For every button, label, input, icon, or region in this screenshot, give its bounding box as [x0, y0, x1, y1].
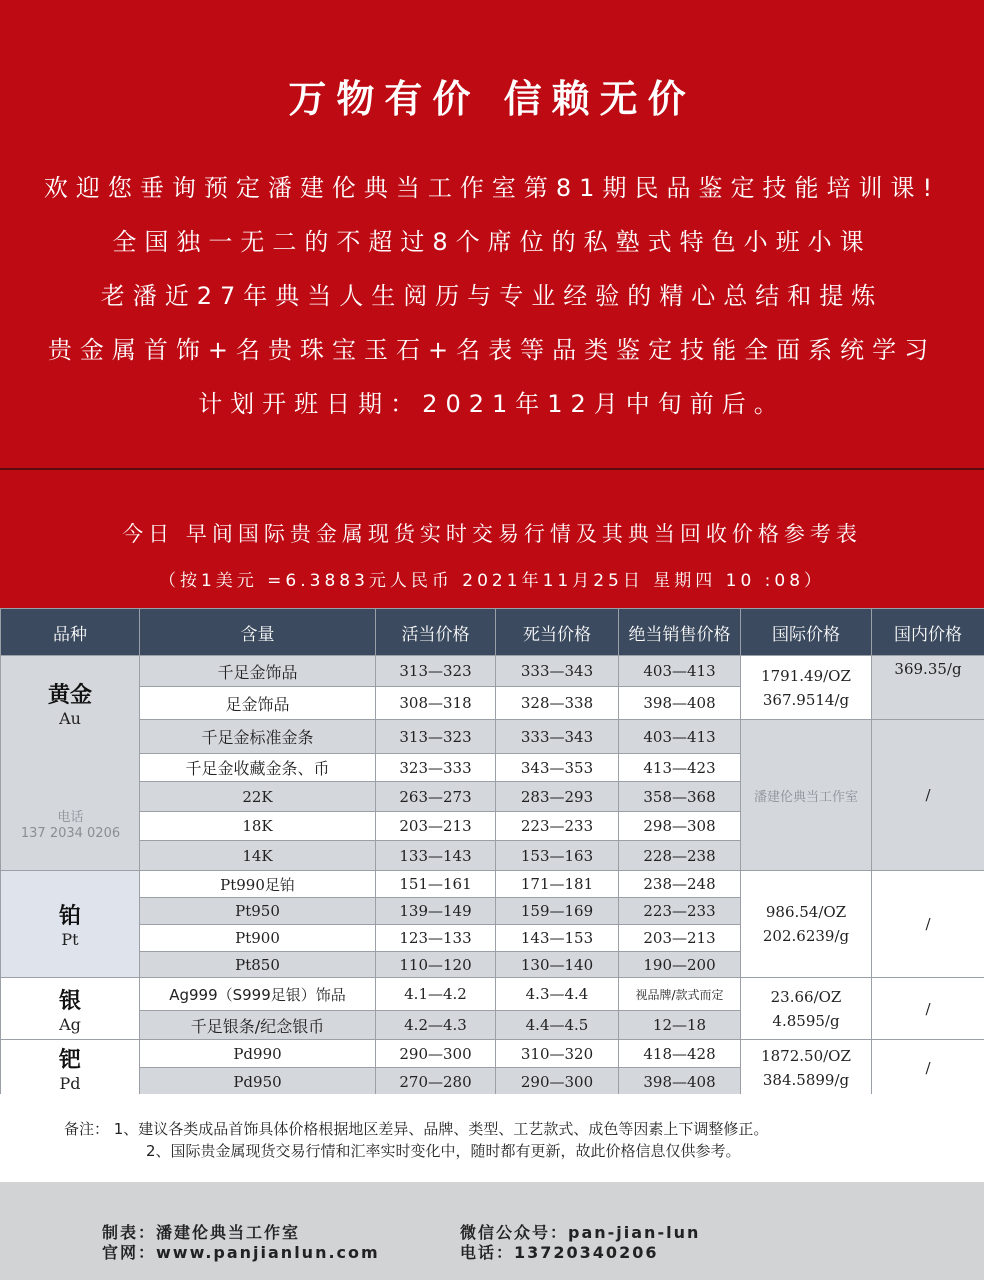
- table-row: [1, 871, 984, 898]
- gold-name: 黄金: [47, 683, 92, 708]
- content-cell: Pt900: [140, 925, 376, 952]
- phone-number: 137 2034 0206: [20, 826, 121, 841]
- intro-line-3: 老潘近27年典当人生阅历与专业经验的精心总结和提炼: [100, 282, 884, 310]
- intro-line-5: 计划开班日期：2021年12月中旬前后。: [198, 390, 786, 418]
- dead-price-cell: 333—343: [496, 720, 619, 754]
- palladium-intl-gram: 384.5899/g: [762, 1070, 850, 1089]
- silver-intl-oz: 23.66/OZ: [770, 987, 842, 1006]
- table-subtitle: （按1美元 =6.3883元人民币 2021年11月25日 星期四 10 :08）: [158, 571, 826, 591]
- palladium-intl-oz: 1872.50/OZ: [761, 1046, 851, 1065]
- content-cell: 14K: [140, 841, 376, 871]
- sale-price-cell: 398—408: [619, 687, 741, 720]
- header-sale-price: 绝当销售价格: [619, 609, 741, 656]
- intro-line-4: 贵金属首饰+名贵珠宝玉石+名表等品类鉴定技能全面系统学习: [47, 336, 937, 364]
- dead-price-cell: 4.4—4.5: [496, 1011, 619, 1040]
- watermark: 潘建伦典当工作室: [741, 720, 872, 871]
- sale-price-cell: 403—413: [619, 720, 741, 754]
- dead-price-cell: 153—163: [496, 841, 619, 871]
- platinum-intl-gram: 202.6239/g: [762, 927, 850, 945]
- footer-tel: 电话：13720340206: [460, 1243, 659, 1262]
- dead-price-cell: 343—353: [496, 754, 619, 782]
- table-row: [1, 720, 984, 754]
- sale-price-cell: 413—423: [619, 754, 741, 782]
- silver-domestic-price: /: [872, 978, 984, 1040]
- palladium-name: 钯: [58, 1047, 81, 1073]
- note-1: 备注： 1、建议各类成品首饰具体价格根据地区差异、品牌、类型、工艺款式、成色等因素上下调整修正。: [64, 1120, 769, 1138]
- live-price-cell: 110—120: [376, 952, 496, 978]
- content-cell: 足金饰品: [140, 687, 376, 720]
- top-banner: [0, 0, 984, 468]
- content-cell: Pd950: [140, 1068, 376, 1096]
- note-2: 2、国际贵金属现货交易行情和汇率实时变化中，随时都有更新，故此价格信息仅供参考。: [146, 1142, 741, 1160]
- platinum-category: [1, 871, 140, 978]
- sale-price-cell: 398—408: [619, 1068, 741, 1096]
- content-cell: 千足金饰品: [140, 656, 376, 687]
- platinum-domestic-price: /: [872, 871, 984, 978]
- notes: [0, 1094, 984, 1182]
- header-live-pawn: 活当价格: [376, 609, 496, 656]
- footer: [0, 1182, 984, 1280]
- silver-name: 银: [58, 988, 81, 1014]
- header-content: 含量: [140, 609, 376, 656]
- gold-category: [1, 656, 140, 871]
- dead-price-cell: 333—343: [496, 656, 619, 687]
- price-table: [0, 608, 984, 1096]
- platinum-name: 铂: [58, 904, 81, 929]
- live-price-cell: 313—323: [376, 720, 496, 754]
- content-cell: Pd990: [140, 1040, 376, 1068]
- header-intl-price: 国际价格: [741, 609, 872, 656]
- sale-price-cell: 视品牌/款式而定: [619, 978, 741, 1011]
- table-header-row: [1, 609, 984, 656]
- live-price-cell: 203—213: [376, 812, 496, 841]
- live-price-cell: 323—333: [376, 754, 496, 782]
- dead-price-cell: 328—338: [496, 687, 619, 720]
- dead-price-cell: 223—233: [496, 812, 619, 841]
- table-row: [1, 1040, 984, 1068]
- sale-price-cell: 403—413: [619, 656, 741, 687]
- intro-line-2: 全国独一无二的不超过8个席位的私塾式特色小班小课: [112, 228, 872, 256]
- platinum-intl-oz: 986.54/OZ: [765, 903, 847, 921]
- live-price-cell: 133—143: [376, 841, 496, 871]
- live-price-cell: 4.2—4.3: [376, 1011, 496, 1040]
- live-price-cell: 270—280: [376, 1068, 496, 1096]
- content-cell: 千足金收藏金条、币: [140, 754, 376, 782]
- dead-price-cell: 283—293: [496, 782, 619, 812]
- phone-label: 电话: [57, 810, 84, 825]
- gold-domestic-slash: /: [872, 720, 984, 871]
- content-cell: 22K: [140, 782, 376, 812]
- content-cell: 千足银条/纪念银币: [140, 1011, 376, 1040]
- live-price-cell: 263—273: [376, 782, 496, 812]
- footer-wechat: 微信公众号：pan-jian-lun: [460, 1223, 701, 1242]
- content-cell: 18K: [140, 812, 376, 841]
- live-price-cell: 123—133: [376, 925, 496, 952]
- silver-intl-price: [741, 978, 872, 1040]
- intro-line-1: 欢迎您垂询预定潘建伦典当工作室第81期民品鉴定技能培训课!: [43, 174, 941, 202]
- sale-price-cell: 228—238: [619, 841, 741, 871]
- dead-price-cell: 143—153: [496, 925, 619, 952]
- sale-price-cell: 298—308: [619, 812, 741, 841]
- gold-domestic-price: 369.35/g: [872, 656, 984, 720]
- gold-intl-gram: 367.9514/g: [762, 690, 850, 709]
- live-price-cell: 308—318: [376, 687, 496, 720]
- silver-category: [1, 978, 140, 1040]
- platinum-symbol: Pt: [61, 930, 79, 949]
- header-domestic-price: 国内价格: [872, 609, 984, 656]
- content-cell: Pt850: [140, 952, 376, 978]
- table-title: 今日 早间国际贵金属现货实时交易行情及其典当回收价格参考表: [122, 522, 862, 546]
- content-cell: Pt990足铂: [140, 871, 376, 898]
- sale-price-cell: 418—428: [619, 1040, 741, 1068]
- live-price-cell: 4.1—4.2: [376, 978, 496, 1011]
- silver-intl-gram: 4.8595/g: [772, 1011, 840, 1030]
- palladium-intl-price: [741, 1040, 872, 1096]
- table-row: [1, 656, 984, 687]
- dead-price-cell: 290—300: [496, 1068, 619, 1096]
- live-price-cell: 151—161: [376, 871, 496, 898]
- dead-price-cell: 171—181: [496, 871, 619, 898]
- content-cell: Ag999（S999足银）饰品: [140, 978, 376, 1011]
- table-title-banner: [0, 470, 984, 608]
- header-variety: 品种: [1, 609, 140, 656]
- table-row: [1, 978, 984, 1011]
- dead-price-cell: 159—169: [496, 898, 619, 925]
- gold-intl-oz: 1791.49/OZ: [761, 666, 851, 685]
- sale-price-cell: 190—200: [619, 952, 741, 978]
- sale-price-cell: 238—248: [619, 871, 741, 898]
- palladium-category: [1, 1040, 140, 1096]
- platinum-intl-price: [741, 871, 872, 978]
- palladium-symbol: Pd: [59, 1073, 81, 1093]
- sale-price-cell: 358—368: [619, 782, 741, 812]
- dead-price-cell: 130—140: [496, 952, 619, 978]
- gold-symbol: Au: [59, 709, 81, 728]
- live-price-cell: 290—300: [376, 1040, 496, 1068]
- content-cell: 千足金标准金条: [140, 720, 376, 754]
- palladium-domestic-price: /: [872, 1040, 984, 1096]
- dead-price-cell: 310—320: [496, 1040, 619, 1068]
- live-price-cell: 139—149: [376, 898, 496, 925]
- content-cell: Pt950: [140, 898, 376, 925]
- header-dead-pawn: 死当价格: [496, 609, 619, 656]
- slogan: 万物有价 信赖无价: [288, 77, 696, 121]
- sale-price-cell: 223—233: [619, 898, 741, 925]
- footer-maker: 制表：潘建伦典当工作室: [102, 1223, 301, 1242]
- sale-price-cell: 203—213: [619, 925, 741, 952]
- silver-symbol: Ag: [59, 1014, 81, 1034]
- footer-website: 官网：www.panjianlun.com: [102, 1243, 380, 1262]
- sale-price-cell: 12—18: [619, 1011, 741, 1040]
- dead-price-cell: 4.3—4.4: [496, 978, 619, 1011]
- live-price-cell: 313—323: [376, 656, 496, 687]
- gold-intl-price: [741, 656, 872, 720]
